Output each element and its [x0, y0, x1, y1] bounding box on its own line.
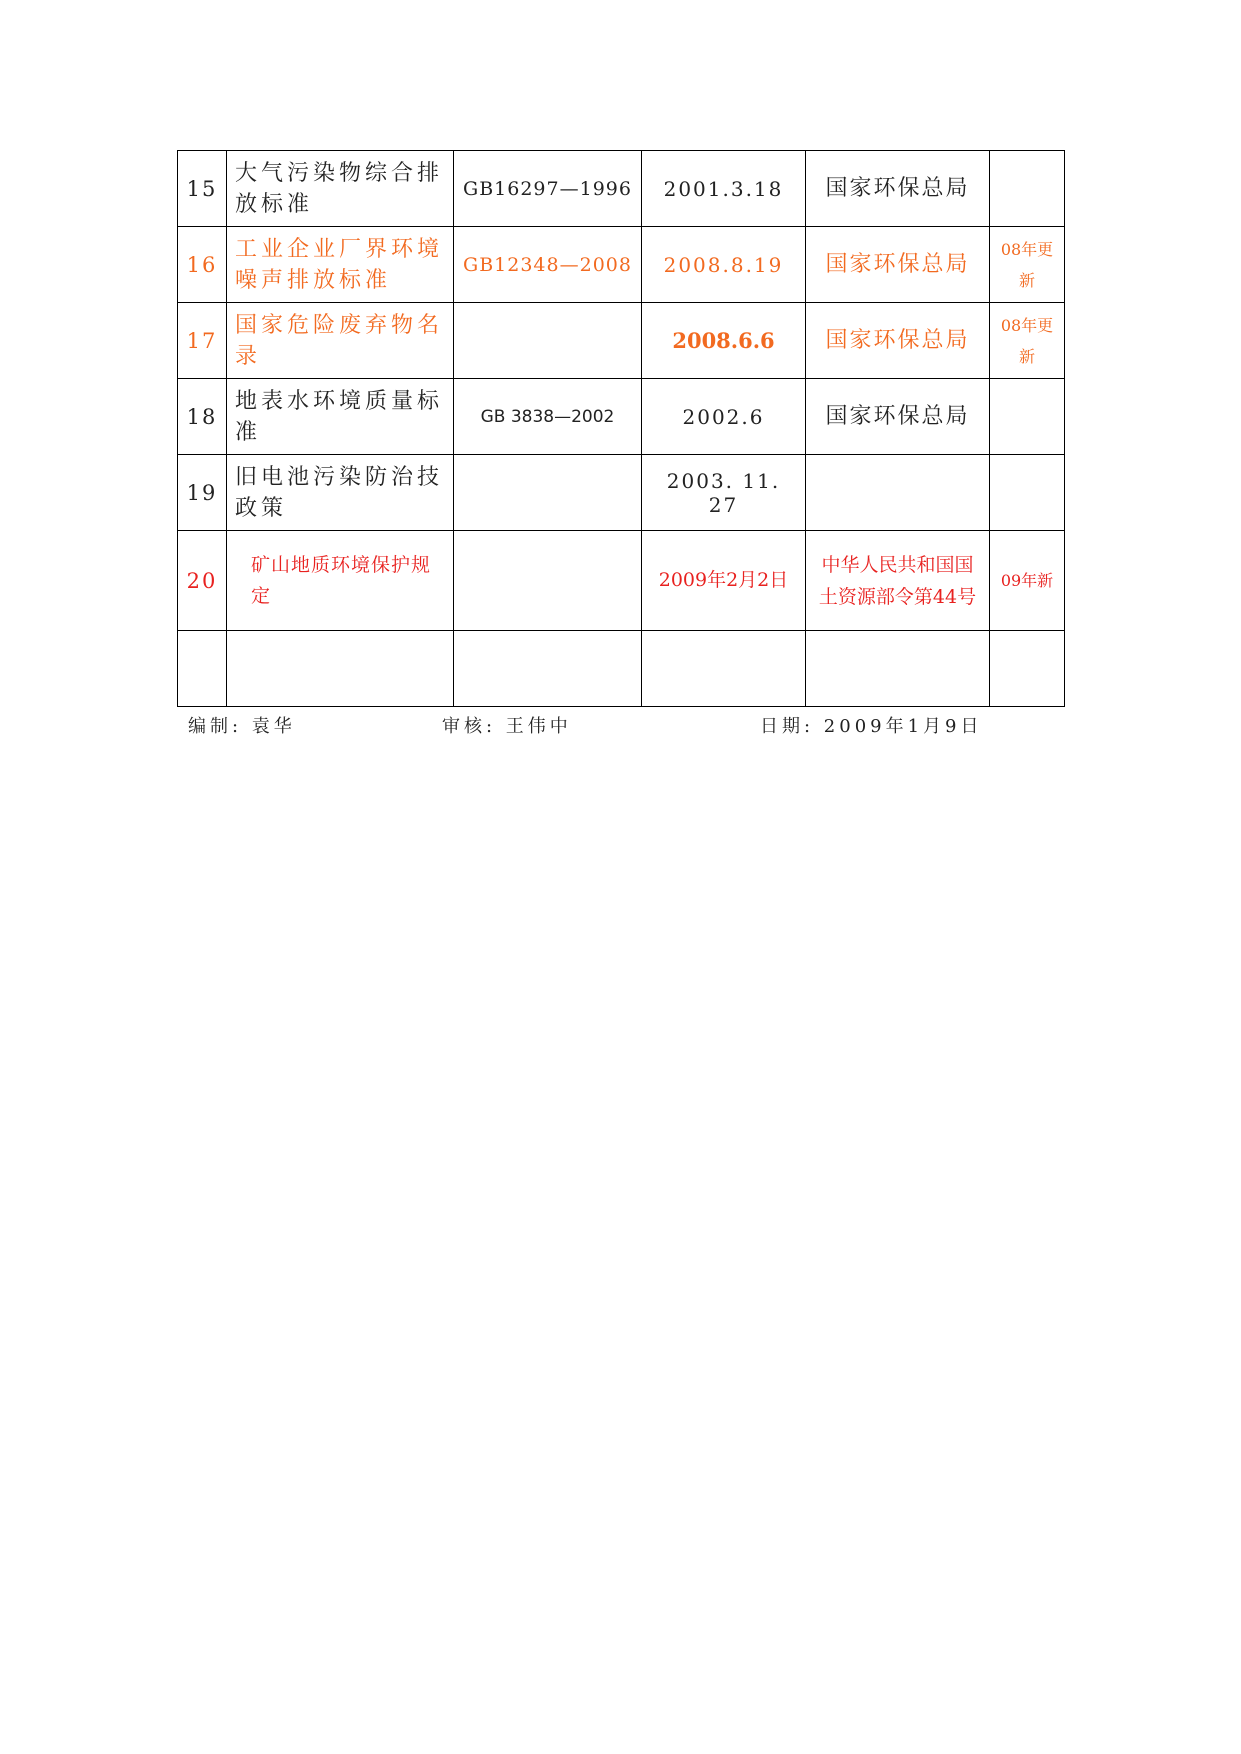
issuing-authority: 国家环保总局	[806, 151, 990, 227]
standard-code	[454, 455, 642, 531]
issuing-authority	[806, 455, 990, 531]
row-number: 19	[178, 455, 227, 531]
standard-code: GB 3838—2002	[454, 379, 642, 455]
reviewer-label: 审核: 王伟中	[442, 716, 572, 737]
remark	[990, 631, 1065, 707]
standard-name: 国家危险废弃物名录	[227, 303, 454, 379]
standard-name: 工业企业厂界环境噪声排放标准	[227, 227, 454, 303]
effective-date: 2003. 11. 27	[642, 455, 806, 531]
row-number: 15	[178, 151, 227, 227]
issuing-authority	[806, 631, 990, 707]
effective-date: 2008.8.19	[642, 227, 806, 303]
issuing-authority: 国家环保总局	[806, 303, 990, 379]
document-date: 日期: 2009年1月9日	[760, 716, 983, 737]
effective-date: 2002.6	[642, 379, 806, 455]
remark	[990, 379, 1065, 455]
effective-date: 2001.3.18	[642, 151, 806, 227]
table-row	[178, 631, 1065, 707]
row-number: 17	[178, 303, 227, 379]
remark	[990, 455, 1065, 531]
row-number: 18	[178, 379, 227, 455]
standards-table	[177, 150, 1065, 707]
effective-date	[642, 631, 806, 707]
standard-name: 旧电池污染防治技政策	[227, 455, 454, 531]
standard-name	[227, 631, 454, 707]
remark	[990, 151, 1065, 227]
table-row	[178, 227, 1065, 303]
compiler-label: 编制: 袁华	[188, 716, 296, 737]
effective-date: 2008.6.6	[642, 303, 806, 379]
standard-code	[454, 531, 642, 631]
standard-code	[454, 303, 642, 379]
issuing-authority: 国家环保总局	[806, 379, 990, 455]
standard-name: 地表水环境质量标准	[227, 379, 454, 455]
effective-date: 2009年2月2日	[642, 531, 806, 631]
table-row	[178, 303, 1065, 379]
row-number: 16	[178, 227, 227, 303]
remark: 08年更新	[990, 227, 1065, 303]
issuing-authority: 中华人民共和国国土资源部令第44号	[806, 531, 990, 631]
remark: 09年新	[990, 531, 1065, 631]
issuing-authority: 国家环保总局	[806, 227, 990, 303]
remark: 08年更新	[990, 303, 1065, 379]
standard-code: GB12348—2008	[454, 227, 642, 303]
table-row	[178, 455, 1065, 531]
standard-code: GB16297—1996	[454, 151, 642, 227]
table-row	[178, 379, 1065, 455]
standard-name: 大气污染物综合排放标准	[227, 151, 454, 227]
row-number	[178, 631, 227, 707]
row-number: 20	[178, 531, 227, 631]
table-row	[178, 151, 1065, 227]
table-row	[178, 531, 1065, 631]
standard-code	[454, 631, 642, 707]
standard-name: 矿山地质环境保护规定	[227, 531, 454, 631]
